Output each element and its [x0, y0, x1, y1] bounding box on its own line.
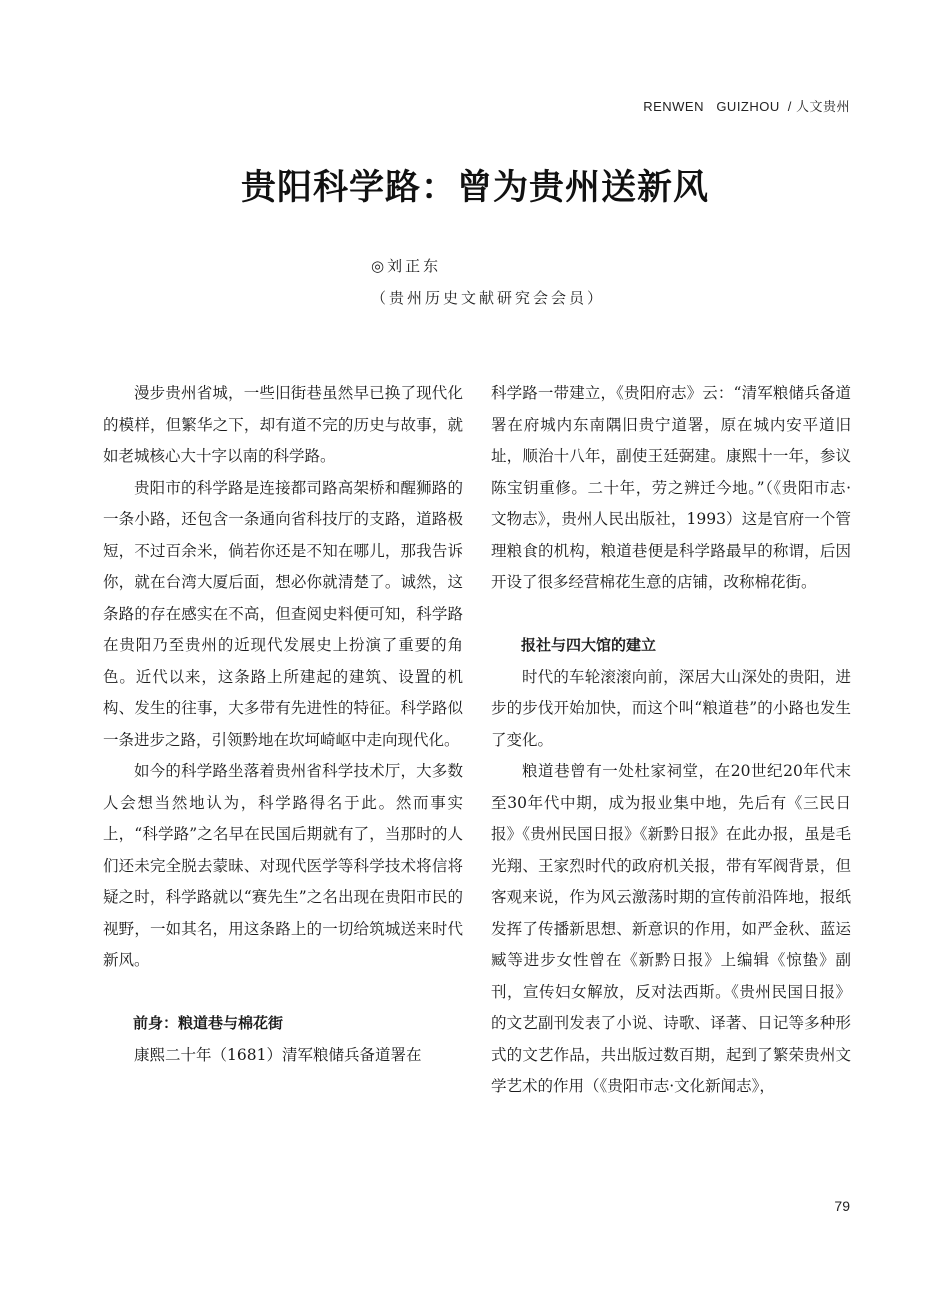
- paragraph: 粮道巷曾有一处杜家祠堂，在20世纪20年代末至30年代中期，成为报业集中地，先后有《三民日报》《贵州民国日报》《新黔日报》在此办报，虽是毛光翔、王家烈时代的政府机关报，带有军阀背景，但客观来说，作为风云激荡时期的宣传前沿阵地，报纸发挥了传播新思想、新意识的作用，如严金秋、蓝运臧等进步女性曾在《新黔日报》上编辑《惊蛰》副刊，宣传妇女解放，反对法西斯。《贵州民国日报》的文艺副刊发表了小说、诗歌、译著、日记等多种形式的文艺作品，共出版过数百期，起到了繁荣贵州文学艺术的作用（《贵阳市志·文化新闻志》，: [491, 762, 851, 1095]
- running-header: [643, 96, 850, 115]
- section-heading: 报社与四大馆的建立: [521, 636, 657, 654]
- author-affiliation: （贵州历史文献研究会会员）: [371, 289, 606, 307]
- paragraph: 如今的科学路坐落着贵州省科学技术厅，大多数人会想当然地认为，科学路得名于此。然而事实上，“科学路”之名早在民国后期就有了，当那时的人们还未完全脱去蒙昧、对现代医学等科学技术将信将疑之时，科学路就以“赛先生”之名出现在贵阳市民的视野，一如其名，用这条路上的一切给筑城送来时代新风。: [103, 762, 463, 969]
- header-section-cn: / 人文贵州: [787, 99, 850, 114]
- section-heading: 前身：粮道巷与棉花街: [133, 1014, 284, 1032]
- article-author: ◎刘正东: [371, 257, 442, 275]
- page-number: 79: [834, 1198, 850, 1214]
- section-gap: [103, 977, 463, 1009]
- paragraph: 时代的车轮滚滚向前，深居大山深处的贵阳，进步的步伐开始加快，而这个叫“粮道巷”的小路也发生了变化。: [491, 667, 851, 749]
- paragraph: 康熙二十年（1681）清军粮储兵备道署在: [134, 1045, 422, 1064]
- header-section-en: RENWEN GUIZHOU: [643, 99, 780, 114]
- left-column: [103, 378, 463, 1071]
- paragraph: 漫步贵州省城，一些旧街巷虽然早已换了现代化的模样，但繁华之下，却有道不完的历史与故事，就如老城核心大十字以南的科学路。: [103, 384, 463, 465]
- section-gap: [491, 599, 851, 631]
- paragraph: 贵阳市的科学路是连接都司路高架桥和醒狮路的一条小路，还包含一条通向省科技厅的支路，道路极短，不过百余米，倘若你还是不知在哪儿，那我告诉你，就在台湾大厦后面，想必你就清楚了。诚然，这条路的存在感实在不高，但查阅史料便可知，科学路在贵阳乃至贵州的近现代发展史上扮演了重要的角色。近代以来，这条路上所建起的建筑、设置的机构、发生的往事，大多带有先进性的特征。科学路似一条进步之路，引领黔地在坎坷崎岖中走向现代化。: [103, 478, 463, 749]
- article-title: 贵阳科学路：曾为贵州送新风: [240, 168, 709, 208]
- paragraph: 科学路一带建立，《贵阳府志》云：“清军粮储兵备道署在府城内东南隅旧贵宁道署，原在城内安平道旧址，顺治十八年，副使王廷弼建。康熙十一年，参议陈宝钥重修。二十年，劳之辨迁今地。”（《贵阳市志·文物志》，贵州人民出版社，1993）这是官府一个管理粮食的机构，粮道巷便是科学路最早的称谓，后因开设了很多经营棉花生意的店铺，改称棉花街。: [491, 384, 851, 591]
- right-column: [491, 378, 851, 1103]
